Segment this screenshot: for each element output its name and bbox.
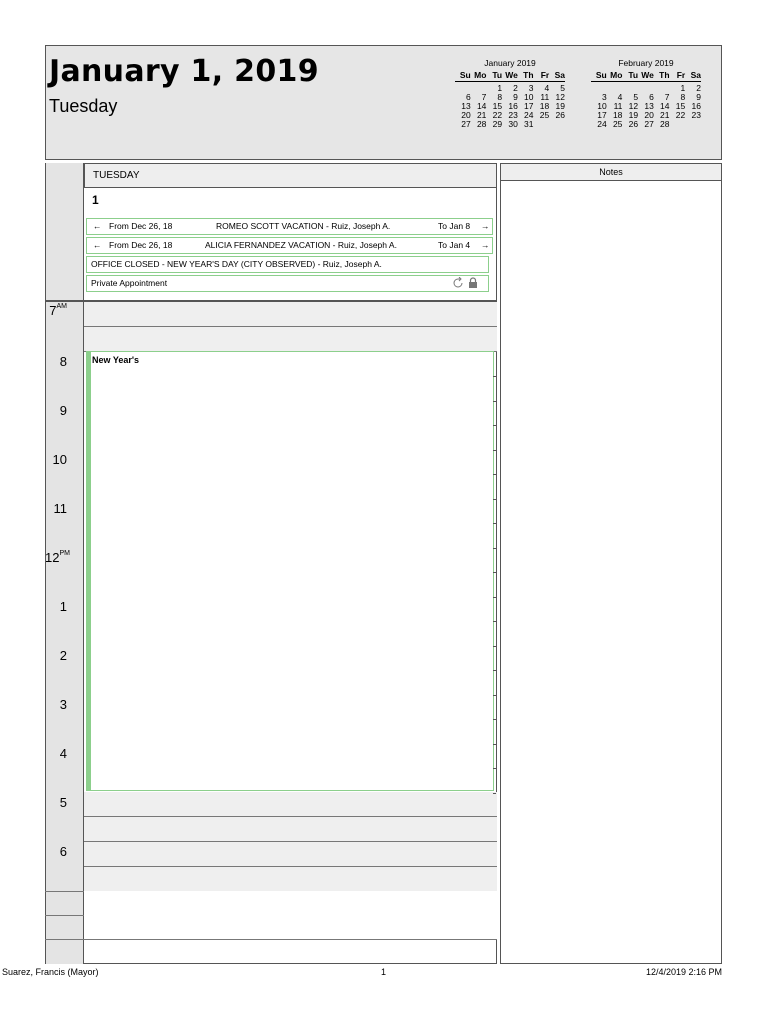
calendar-day[interactable]: 3 (601, 92, 607, 102)
hour-label: 3 (59, 697, 67, 712)
calendar-day (534, 120, 550, 129)
calendar-day[interactable]: 6 (465, 92, 471, 102)
calendar-day[interactable]: 13 (461, 101, 471, 111)
footer-printed: 12/4/2019 2:16 PM (645, 967, 722, 977)
hour-label: 6 (59, 844, 67, 859)
calendar-day[interactable]: 17 (524, 101, 534, 111)
half-hour-tick (493, 695, 496, 696)
timed-event[interactable] (86, 351, 494, 791)
half-hour-tick (493, 646, 496, 647)
calendar-day[interactable]: 8 (680, 92, 686, 102)
calendar-day[interactable]: 17 (597, 110, 607, 120)
weekday-abbr: Th (518, 69, 534, 82)
time-slot[interactable] (84, 842, 497, 867)
weekday-abbr: Sa (549, 69, 565, 82)
hour-label: 11 (53, 501, 67, 516)
half-hour-tick (493, 401, 496, 402)
page-header (45, 45, 722, 160)
calendar-day[interactable]: 19 (555, 101, 565, 111)
event-to: To Jan 4 (438, 240, 471, 250)
weekday-abbr: Mo (607, 69, 623, 82)
calendar-day[interactable]: 10 (524, 92, 534, 102)
calendar-day[interactable]: 10 (597, 101, 607, 111)
calendar-day[interactable]: 28 (476, 119, 487, 129)
calendar-day[interactable]: 15 (675, 101, 686, 111)
weekday-abbr: Su (455, 69, 471, 82)
lock-icon (468, 277, 478, 294)
calendar-day[interactable]: 8 (497, 92, 503, 102)
calendar-day[interactable]: 20 (644, 110, 654, 120)
weekday-abbr: We (502, 69, 518, 82)
half-hour-tick (493, 621, 496, 622)
calendar-day[interactable]: 16 (508, 101, 518, 111)
mini-calendar-title: February 2019 (618, 58, 674, 68)
mini-calendar-february (591, 58, 701, 129)
time-slot[interactable] (84, 915, 497, 940)
calendar-day[interactable]: 13 (644, 101, 654, 111)
day-header: TUESDAY (84, 163, 497, 188)
calendar-day[interactable]: 1 (680, 83, 686, 93)
calendar-day (670, 120, 686, 129)
calendar-day[interactable]: 22 (675, 110, 686, 120)
half-hour-tick (493, 474, 496, 475)
hour-label: 4 (59, 746, 67, 761)
calendar-day[interactable]: 19 (628, 110, 639, 120)
arrow-left-icon: ← (93, 240, 102, 250)
weekday-abbr: Su (591, 69, 607, 82)
gutter-divider (45, 867, 84, 892)
calendar-day[interactable]: 1 (497, 83, 503, 93)
calendar-day[interactable]: 15 (492, 101, 503, 111)
calendar-day[interactable]: 30 (508, 119, 518, 129)
hour-label: 9 (59, 403, 67, 418)
time-slot[interactable] (84, 302, 497, 327)
half-hour-tick (493, 450, 496, 451)
gutter-divider (45, 891, 84, 916)
calendar-day[interactable]: 11 (613, 101, 623, 111)
half-hour-tick (493, 793, 496, 794)
calendar-day[interactable]: 3 (528, 83, 534, 93)
event-title: OFFICE CLOSED - NEW YEAR'S DAY (CITY OBSERVED) - Ruiz, Joseph A. (91, 259, 382, 269)
calendar-day[interactable]: 28 (660, 119, 670, 129)
time-slot[interactable] (84, 327, 497, 352)
calendar-day[interactable]: 5 (633, 92, 639, 102)
calendar-day[interactable]: 23 (691, 110, 701, 120)
calendar-day[interactable]: 16 (691, 101, 701, 111)
hour-label: 2 (59, 648, 67, 663)
calendar-day[interactable]: 9 (696, 92, 701, 102)
timed-event-title: New Year's (92, 355, 140, 365)
event-title: ALICIA FERNANDEZ VACATION - Ruiz, Joseph A. (205, 240, 397, 250)
calendar-day[interactable]: 23 (508, 110, 518, 120)
calendar-day[interactable]: 21 (476, 110, 487, 120)
calendar-day[interactable]: 2 (696, 83, 701, 93)
calendar-day[interactable]: 27 (644, 119, 654, 129)
calendar-day[interactable]: 2 (513, 83, 518, 93)
weekday-abbr: Th (654, 69, 670, 82)
arrow-right-icon: → (481, 221, 490, 231)
mini-calendar-january (455, 58, 565, 129)
notes-panel[interactable] (500, 163, 722, 964)
calendar-day[interactable]: 5 (560, 83, 565, 93)
time-slot[interactable] (84, 867, 497, 892)
hour-label: $12^{PM}$ (45, 549, 70, 565)
calendar-day[interactable]: 4 (617, 92, 623, 102)
calendar-day[interactable]: 24 (597, 119, 607, 129)
event-title: ROMEO SCOTT VACATION - Ruiz, Joseph A. (216, 221, 391, 231)
half-hour-tick (493, 548, 496, 549)
all-day-event[interactable] (86, 256, 489, 273)
hour-label: $7^{AM}$ (49, 302, 67, 318)
calendar-day[interactable]: 12 (555, 92, 565, 102)
calendar-day (549, 120, 565, 129)
calendar-day[interactable]: 12 (628, 101, 639, 111)
time-slot[interactable] (84, 792, 497, 817)
weekday-abbr: Tu (486, 69, 502, 82)
footer-owner: Suarez, Francis (Mayor) (2, 967, 99, 977)
weekday-label: Tuesday (49, 96, 118, 116)
arrow-right-icon: → (481, 240, 490, 250)
calendar-day[interactable]: 18 (539, 101, 550, 111)
weekday-abbr: Sa (685, 69, 701, 82)
calendar-day[interactable]: 14 (660, 101, 670, 111)
hour-label: 1 (59, 599, 67, 614)
notes-header: Notes (500, 163, 722, 181)
calendar-day[interactable]: 25 (539, 110, 550, 120)
weekday-abbr: Mo (471, 69, 487, 82)
weekday-abbr: Fr (534, 69, 550, 82)
calendar-day[interactable]: 27 (461, 119, 471, 129)
half-hour-tick (493, 425, 496, 426)
half-hour-tick (493, 719, 496, 720)
arrow-left-icon: ← (93, 221, 102, 231)
half-hour-tick (493, 499, 496, 500)
calendar-day[interactable]: 14 (476, 101, 487, 111)
hour-label: 10 (52, 452, 67, 467)
calendar-day[interactable]: 9 (513, 92, 518, 102)
day-number: 1 (92, 193, 99, 207)
event-title: Private Appointment (91, 278, 168, 288)
calendar-day (685, 120, 701, 129)
recurring-icon (452, 277, 464, 294)
hour-label: 8 (59, 354, 67, 369)
half-hour-tick (493, 376, 496, 377)
calendar-day[interactable]: 6 (649, 92, 654, 102)
time-slot[interactable] (84, 891, 497, 916)
weekday-abbr: Tu (622, 69, 638, 82)
calendar-day[interactable]: 26 (628, 119, 639, 129)
calendar-day[interactable]: 18 (612, 110, 623, 120)
half-hour-tick (493, 523, 496, 524)
calendar-day[interactable]: 24 (524, 110, 534, 120)
half-hour-tick (493, 597, 496, 598)
half-hour-tick (493, 670, 496, 671)
calendar-day[interactable]: 25 (612, 119, 623, 129)
calendar-day[interactable]: 26 (555, 110, 565, 120)
weekday-abbr: Fr (670, 69, 686, 82)
calendar-day[interactable]: 11 (540, 92, 550, 102)
calendar-day[interactable]: 7 (481, 92, 487, 102)
mini-calendar-title: January 2019 (484, 58, 536, 68)
weekday-abbr: We (638, 69, 654, 82)
calendar-day[interactable]: 20 (461, 110, 471, 120)
calendar-day[interactable]: 4 (544, 83, 550, 93)
calendar-day[interactable]: 7 (664, 92, 670, 102)
all-day-event[interactable] (86, 275, 489, 292)
footer-page: 1 (381, 967, 387, 977)
event-from: From Dec 26, 18 (109, 221, 173, 231)
gutter-divider (45, 915, 84, 940)
hour-label: 5 (59, 795, 67, 810)
date-title: January 1, 2019 (49, 54, 319, 89)
time-slot[interactable] (84, 817, 497, 842)
all-day-event[interactable] (86, 237, 493, 254)
calendar-day[interactable]: 22 (492, 110, 503, 120)
half-hour-tick (493, 744, 496, 745)
calendar-day[interactable]: 31 (524, 119, 534, 129)
half-hour-tick (493, 572, 496, 573)
event-from: From Dec 26, 18 (109, 240, 173, 250)
calendar-day[interactable]: 29 (492, 119, 503, 129)
event-to: To Jan 8 (438, 221, 471, 231)
all-day-event[interactable] (86, 218, 493, 235)
calendar-day[interactable]: 21 (660, 110, 670, 120)
half-hour-tick (493, 768, 496, 769)
